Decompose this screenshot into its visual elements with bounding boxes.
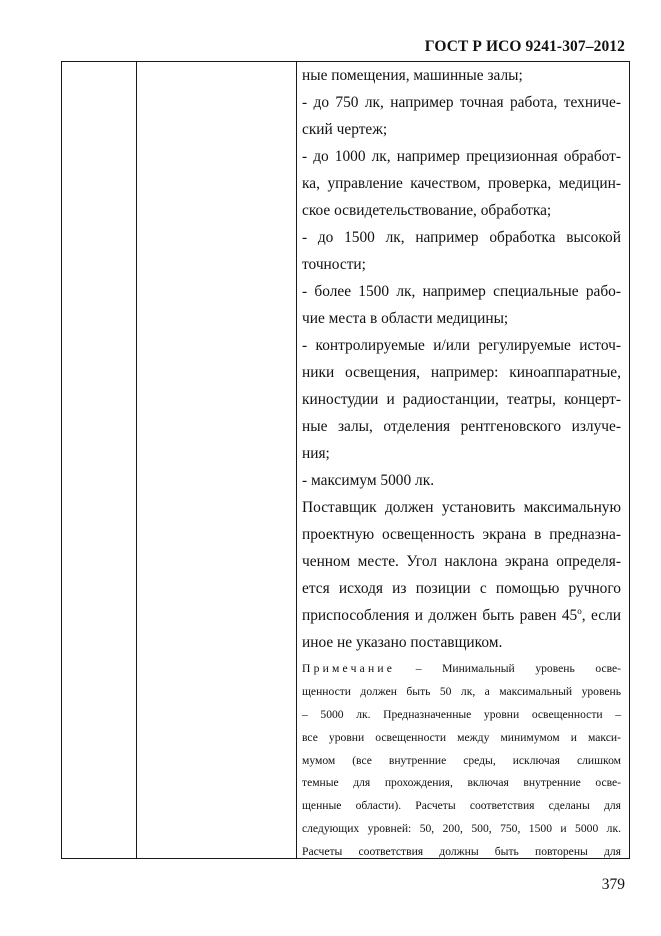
degree-superscript: о bbox=[577, 606, 582, 616]
text-line: ка, управление качеством, проверка, медицин- bbox=[302, 175, 621, 192]
text-line: ченном месте. Угол наклона экрана определя- bbox=[302, 553, 621, 570]
table-cell-description bbox=[302, 62, 621, 864]
note-label: Примечание bbox=[302, 662, 396, 675]
text-line: - более 1500 лк, например специальные рабо- bbox=[302, 283, 621, 300]
text-line: ные залы, отделения рентгеновского излуче- bbox=[302, 418, 621, 435]
text-line: - контролируемые и/или регулируемые источ- bbox=[302, 337, 621, 354]
text-line: киностудии и радиостанции, театры, концерт- bbox=[302, 391, 621, 408]
text-line: Поставщик должен установить максимальную bbox=[302, 499, 621, 516]
note-line bbox=[302, 658, 621, 681]
requirements-table bbox=[61, 61, 630, 859]
text-line: ные помещения, машинные залы; bbox=[302, 67, 523, 84]
text-line: чие места в области медицины; bbox=[302, 310, 509, 327]
text-line: ский чертеж; bbox=[302, 121, 388, 138]
note-line: мумом (все внутренние среды, исключая слишком bbox=[302, 753, 621, 767]
note-line: все уровни освещенности между минимумом и макси- bbox=[302, 730, 621, 744]
text-line: - максимум 5000 лк. bbox=[302, 472, 435, 489]
text-fragment: , если bbox=[581, 607, 621, 624]
text-line: ское освидетельствование, обработка; bbox=[302, 202, 552, 219]
table-cell-number bbox=[62, 62, 135, 858]
column-divider bbox=[136, 62, 137, 858]
document-header: ГОСТ Р ИСО 9241-307–2012 bbox=[424, 38, 625, 55]
text-line: точности; bbox=[302, 256, 366, 273]
text-line bbox=[302, 602, 621, 629]
text-line: иное не указано поставщиком. bbox=[302, 634, 503, 651]
text-line: ния; bbox=[302, 445, 330, 462]
text-fragment: приспособления и должен быть равен 45 bbox=[302, 607, 578, 624]
text-line: - до 1000 лк, например прецизионная обработ- bbox=[302, 148, 621, 165]
note-block bbox=[302, 658, 621, 864]
text-line: - до 1500 лк, например обработка высокой bbox=[302, 229, 621, 246]
note-text: – Минимальный уровень осве- bbox=[395, 662, 621, 675]
note-line: – 5000 лк. Предназначенные уровни освещенности – bbox=[302, 707, 621, 721]
text-line: ники освещения, например: киноаппаратные, bbox=[302, 364, 621, 381]
note-line: щенные области). Расчеты соответствия сделаны для bbox=[302, 799, 621, 813]
column-divider bbox=[296, 62, 297, 858]
note-line: щенности должен быть 50 лк, а максимальный уровень bbox=[302, 684, 621, 698]
table-cell-requirement bbox=[138, 62, 295, 858]
note-line: следующих уровней: 50, 200, 500, 750, 1500 и 5000 лк. bbox=[302, 822, 621, 836]
text-line: ется исходя из позиции с помощью ручного bbox=[302, 580, 621, 597]
page-number: 379 bbox=[601, 876, 625, 893]
note-line: темные для прохождения, включая внутренние осве- bbox=[302, 776, 621, 790]
note-line: Расчеты соответствия должны быть повторены для bbox=[302, 845, 621, 859]
text-line: - до 750 лк, например точная работа, техниче- bbox=[302, 94, 621, 111]
text-line: проектную освещенность экрана в предназна- bbox=[302, 526, 621, 543]
